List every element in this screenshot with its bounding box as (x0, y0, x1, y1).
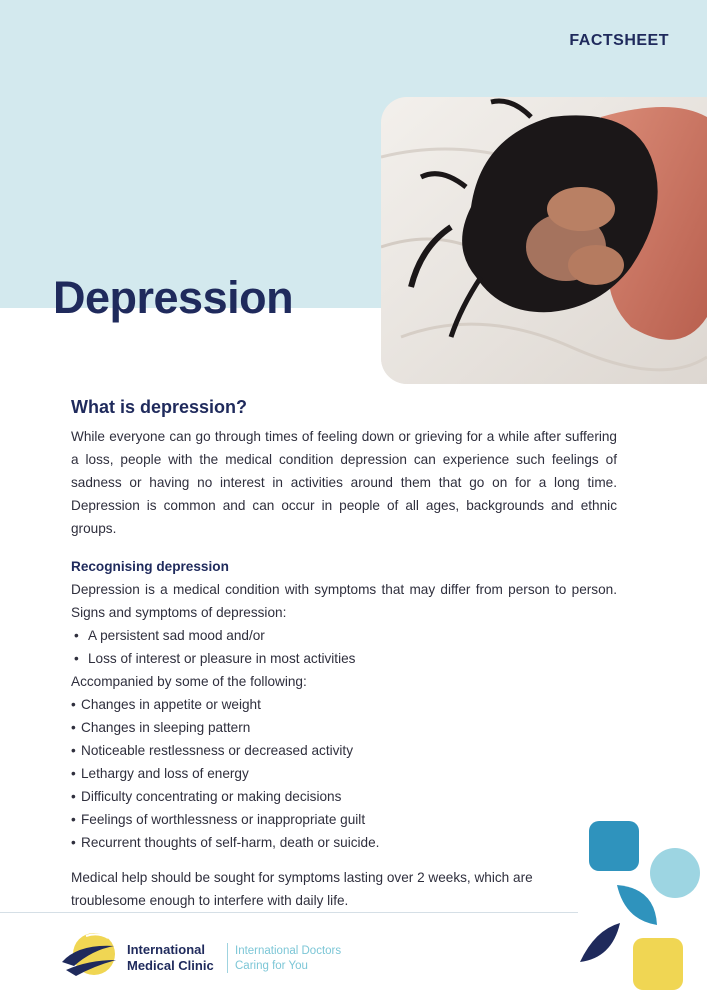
bullet-icon: • (71, 835, 76, 850)
bullet-icon: • (71, 812, 76, 827)
clinic-tagline: International Doctors Caring for You (235, 945, 342, 972)
factsheet-label: FACTSHEET (569, 32, 669, 49)
list-item: • Changes in sleeping pattern (71, 716, 617, 739)
recognising-paragraph: Depression is a medical condition with symptoms that may differ from person to person. Signs and symptoms of depression: (71, 582, 617, 620)
bullet-icon: • (71, 720, 76, 735)
decorative-blue-leaf (617, 885, 657, 925)
bullet-icon: • (71, 766, 76, 781)
decorative-blue-square (589, 821, 639, 871)
list-item: • A persistent sad mood and/or (71, 624, 617, 647)
clinic-logo-text: International Medical Clinic (127, 942, 214, 973)
footer-divider (0, 912, 578, 913)
list-item: • Lethargy and loss of energy (71, 762, 617, 785)
list-item: • Noticeable restlessness or decreased activity (71, 739, 617, 762)
page-title: Depression (53, 272, 294, 323)
hero-photo (381, 97, 707, 384)
intro-paragraph: While everyone can go through times of feeling down or grieving for a while after suffering a loss, people with the medical condition depression can experience such feelings of sadness or having no interest in activities around them that go on for a long time. Depression is common and can occur in people of all ages, backgrounds and ethnic groups. (71, 429, 617, 536)
list-item: • Feelings of worthlessness or inappropriate guilt (71, 808, 617, 831)
list-item: • Changes in appetite or weight (71, 693, 617, 716)
bullet-icon: • (71, 697, 76, 712)
accompanied-label: Accompanied by some of the following: (71, 674, 307, 689)
bullet-icon: • (74, 651, 79, 666)
closing-paragraph: Medical help should be sought for symptoms lasting over 2 weeks, which are troublesome enough to interfere with daily life. (71, 870, 533, 908)
section-heading: What is depression? (71, 397, 248, 417)
decorative-navy-leaf (580, 923, 620, 962)
bullet-icon: • (74, 628, 79, 643)
bullet-icon: • (71, 743, 76, 758)
main-content (71, 395, 617, 912)
list-item: • Difficulty concentrating or making decisions (71, 785, 617, 808)
logo-divider (227, 943, 228, 973)
bullet-icon: • (71, 789, 76, 804)
list-item: • Recurrent thoughts of self-harm, death or suicide. (71, 831, 617, 854)
clinic-logo-icon (58, 930, 120, 982)
woman-in-bed-illustration (381, 97, 707, 384)
other-symptom-list (71, 693, 617, 854)
recognising-heading: Recognising depression (71, 559, 229, 574)
core-symptom-list (71, 624, 617, 670)
decorative-yellow-square (633, 938, 683, 990)
list-item: • Loss of interest or pleasure in most activities (71, 647, 617, 670)
